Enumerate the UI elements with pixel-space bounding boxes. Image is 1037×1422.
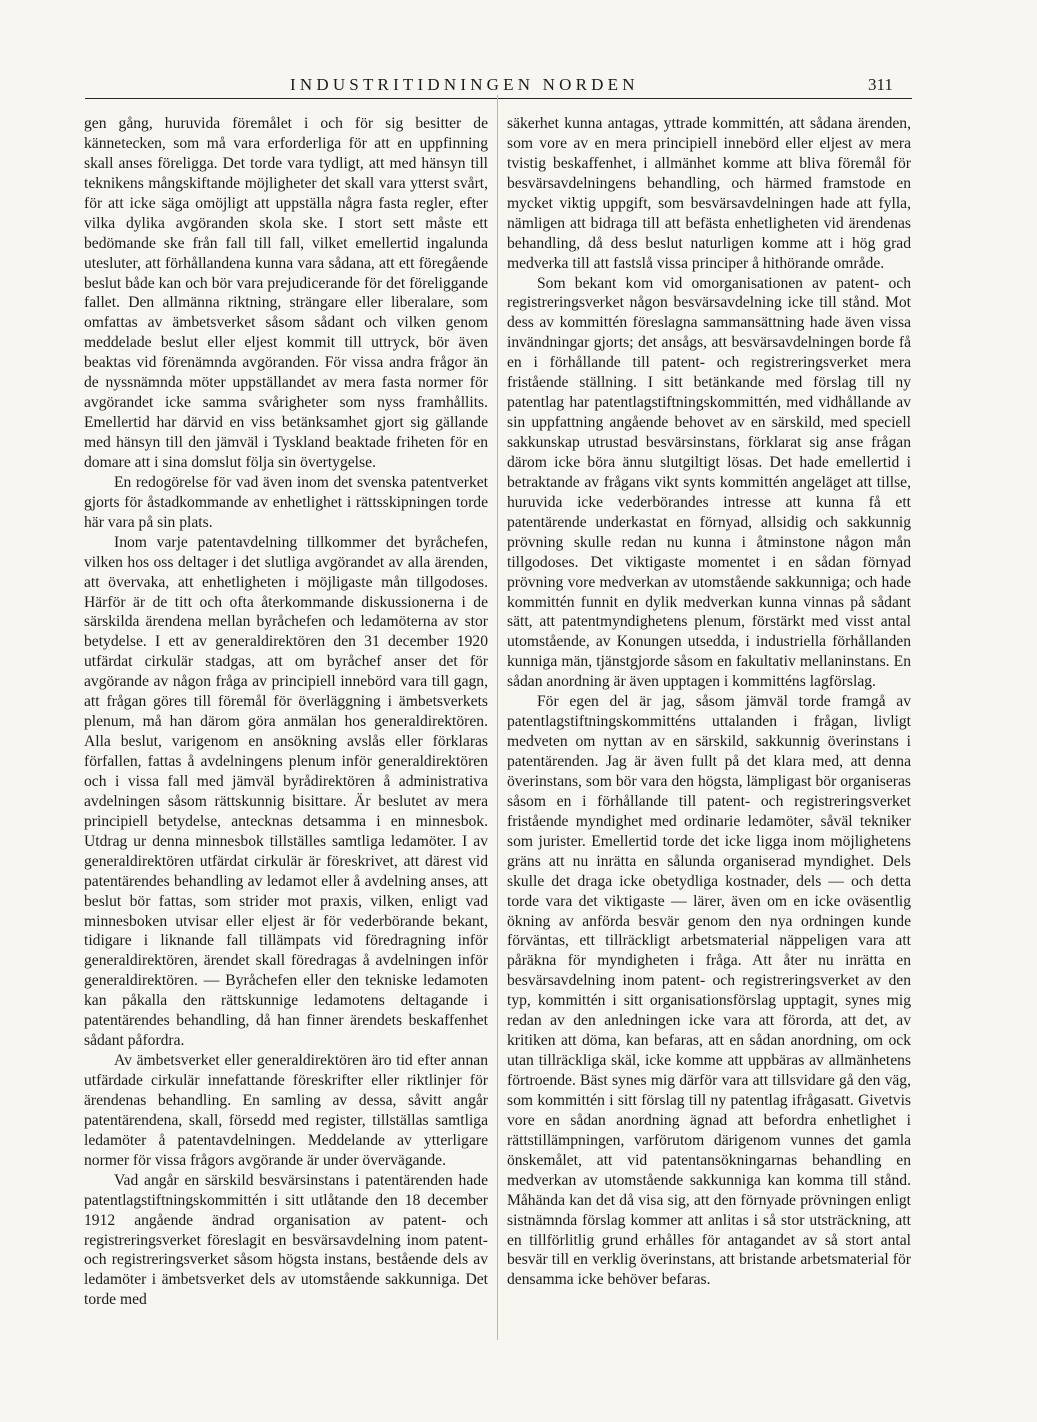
- page-header: [0, 70, 1037, 100]
- header-rule: [85, 98, 912, 99]
- paragraph: säkerhet kunna antagas, yttrade kommittén, att sådana ärenden, som vore av en mera principiell innebörd eller eljest av mera tvistig beskaffenhet, i allmänhet komme att bliva föremål för besvärsavdelningens behandling, och härmed framstode en mycket viktig uppgift, som besvärsavdelningen hade att fylla, nämligen att bidraga till att befästa enhetligheten vid ärendenas behandling, då dess beslut naturligen komme att i hög grad medverka till att fastslå vissa principer å hithörande område.: [507, 115, 911, 272]
- paragraph: gen gång, huruvida föremålet i och för sig besitter de kännetecken, som må vara erforderliga för att en uppfinning skall anses föreligga. Det torde vara tydligt, att med hänsyn till teknikens mångskiftande möjligheter det skall vara ytterst svårt, för att icke säga omöjligt att uppställa några fasta regler, efter vilka dylika avgöranden skola ske. I stort sett måste ett bedömande ske från fall till fall, vilket emellertid ingalunda utesluter, att förhållandena kunna vara sådana, att ett föregående beslut både kan och bör vara prejudicerande för det föreliggande fallet. Den allmänna riktning, strängare eller liberalare, som omfattas av ämbetsverket såsom sådant och vilken genom meddelade beslut eller eljest kommit till uttryck, bör även beaktas vid förenämnda avgöranden. För vissa andra frågor än de nyssnämnda möter uppställandet av mera fasta normer för avgörandet icke samma svårigheter som nyss framhållits. Emellertid har därvid en viss betänksamhet gjort sig gällande med hänsyn till den jämväl i Tyskland beaktade friheten för en domare att i sina domslut följa sin övertygelse.: [84, 115, 488, 471]
- paragraph: Av ämbetsverket eller generaldirektören äro tid efter annan utfärdade cirkulär innefattande föreskrifter eller riktlinjer för ärendenas behandling. En samling av dessa, såvitt angår patentärendena, skall, försedd med register, tillställas samtliga ledamöter å patentavdelningen. Meddelande av ytterligare normer för vissa frågors avgörande är under övervägande.: [84, 1052, 488, 1169]
- paragraph: För egen del är jag, såsom jämväl torde framgå av patentlagstiftningskommitténs uttalanden i frågan, livligt medveten om nyttan av en särskild, sakkunnig överinstans i patentärenden. Jag är även fullt på det klara med, att denna överinstans, som bör vara den högsta, lämpligast bör organiseras såsom en i förhållande till patent- och registreringsverket fristående myndighet med ordinarie ledamöter, såväl tekniker som jurister. Emellertid torde det icke ligga inom möjlighetens gräns att nu inrätta en sålunda organiserad myndighet. Dels skulle det draga icke obetydliga kostnader, dels — och detta torde vara det viktigaste — lärer, även om en icke oväsentlig ökning av anförda besvär genom den nya ordningen kunde förväntas, ett tillräckligt arbetsmaterial näppeligen vara att påräkna för myndigheten i fråga. Att åter nu inrätta en besvärsavdelning inom patent- och registreringsverket av den typ, kommittén i sitt organisationsförslag upptagit, synes mig redan av den anledningen icke vara att förorda, att det, av kritiken att döma, kan befaras, att en sådan anordning, om ock utan tillräckliga skäl, icke komme att uppbäras av allmänhetens förtroende. Bäst synes mig därför vara att tillsvidare gå den väg, som kommittén i sitt förslag till ny patentlag ifrågasatt. Givetvis vore en sådan anordning ägnad att befordra enhetlighet i rättstillämpningen, varförutom därigenom vunnes det gamla önskemålet, att vid patentansökningarnas behandling en medverkan av utomstående sakkunniga kan komma till stånd. Måhända kan det då visa sig, att den förnyade prövningen enligt sistnämnda förslag kommer att anlitas i så stor utsträckning, att en tillförlitlig grund erhålles för antagandet av så stort antal besvär till en verklig överinstans, att bristande arbetsmaterial för densamma icke behöver befaras.: [507, 693, 911, 1289]
- page-number: 311: [868, 75, 893, 94]
- paragraph: Som bekant kom vid omorganisationen av patent- och registreringsverket någon besvärsavdelning icke till stånd. Mot dess av kommittén föreslagna sammansättning hade även vissa invändningar gjorts; det ansågs, att besvärsavdelningen borde få en i förhållande till patent- och registreringsverket mera fristående ställning. I sitt betänkande med förslag till ny patentlag har patentlagstiftningskommittén, med vidhållande av sin uppfattning angående behovet av en särskild, med speciell sakkunskap utrustad besvärsinstans, förklarat sig anse frågan därom icke böra ännu slutgiltigt lösas. Det hade emellertid i betraktande av frågans vikt synts kommittén angeläget att tillse, huruvida icke vederbörandes intresse att kunna få ett patentärende underkastat en förnyad, allsidig och sakkunnig prövning skulle redan nu kunna i åtminstone någon mån tillgodoses. Det viktigaste momentet i en sådan förnyad prövning vore medverkan av utomstående sakkunniga; och hade kommittén funnit en dylik medverkan kunna vinnas på sådant sätt, att patentmyndighetens plenum, förstärkt med visst antal utomstående, av Konungen utsedda, i industriella förhållanden kunniga män, tjänstgjorde såsom en fakultativ mellaninstans. En sådan anordning är även upptagen i kommitténs lagförslag.: [507, 274, 911, 691]
- paragraph: En redogörelse för vad även inom det svenska patentverket gjorts för åstadkommande av enhetlighet i rättsskipningen torde här vara på sin plats.: [84, 473, 488, 531]
- column-divider: [497, 95, 498, 1340]
- right-column: [507, 114, 911, 1290]
- paragraph: Vad angår en särskild besvärsinstans i patentärenden hade patentlagstiftningskommittén i sitt utlåtande den 18 december 1912 angående ändrad organisation av patent- och registreringsverket föreslagit en besvärsavdelning inom patent- och registreringsverket såsom högsta instans, bestående dels av ledamöter i ämbetsverket dels av utomstående sakkunniga. Det torde med: [84, 1171, 488, 1309]
- running-title: INDUSTRITIDNINGEN NORDEN: [290, 75, 639, 94]
- paragraph: Inom varje patentavdelning tillkommer det byråchefen, vilken hos oss deltager i det slutliga avgörandet av alla ärenden, att övervaka, att enhetligheten i möjligaste mån tillgodoses. Härför är de titt och ofta återkommande diskussionerna i de särskilda ärendena mellan byråchefen och ledamöterna av stor betydelse. I ett av generaldirektören den 31 december 1920 utfärdat cirkulär stadgas, att om byråchef anser det för avgörande av någon fråga av principiell innebörd vara till gagn, att frågan göres till föremål för överläggning i ämbetsverkets plenum, må han därom göra anmälan hos generaldirektören. Alla beslut, varigenom en ansökning avslås eller förklaras förfallen, fattas å avdelningens plenum inför generaldirektören och i vissa fall med jämväl byrådirektören å administrativa avdelningen såsom rättskunnig bisittare. Är beslutet av mera principiell betydelse, antecknas detsamma i en minnesbok. Utdrag ur denna minnesbok tillställes samtliga ledamöter. I av generaldirektören utfärdat cirkulär är föreskrivet, att därest vid patentärendes behandling av ledamot eller å avdelning anses, att beslut bör fattas, som strider mot praxis, vilken, enligt vad minnesboken utvisar eller eljest är för vederbörande bekant, tidigare i liknande fall tillämpats vid föredragning inför generaldirektören, ärendet skall föredragas å avdelningen inför generaldirektören. — Byråchefen eller den tekniske ledamoten kan påkalla den rättskunnige ledamotens deltagande i patentärendes behandling, då han finner ärendets beskaffenhet sådant påfordra.: [84, 533, 488, 1050]
- left-column: [84, 114, 488, 1310]
